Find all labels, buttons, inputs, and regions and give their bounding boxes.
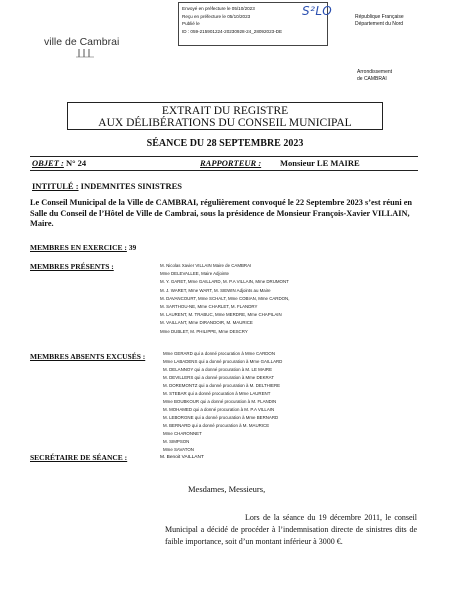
list-item: M. LEBORGNE qui a donné procuration à Mme BERNARD — [163, 415, 279, 420]
arrondissement — [357, 69, 392, 82]
rapporteur-value: Monsieur LE MAIRE — [280, 158, 360, 168]
list-item: M. VAILLANT, Mme DIRANDOIR, M. MAURICE — [160, 320, 253, 326]
objet-label: OBJET : — [32, 158, 64, 168]
list-item: M. BERNARD qui a donné procuration à M. MAURICE — [163, 423, 270, 428]
list-item: Mme LABADENS qui a donné procuration à Mme GAILLARD — [163, 359, 283, 364]
stamp-line: ID : 059-215901224-20230928-24_28092023-DE — [182, 28, 283, 34]
list-item: M. Nicolas Xavier VILLAIN Maire de CAMBRAI — [160, 263, 252, 268]
list-item: M. SARTHOU-NE, Mme CHARLET, M. FLANDRY — [160, 304, 258, 310]
list-item: M. LAURENT, M. TRABUC, Mme MERDRE, Mme CHAPILAIN — [160, 312, 282, 318]
objet-row — [30, 156, 418, 171]
list-item: Mme BOUBKOUR qui a donné procuration à M. FLANDIN — [163, 399, 277, 404]
list-item: Mme GERARD qui a donné procuration à Mme CARDON — [163, 351, 276, 356]
intitule-row — [32, 181, 182, 191]
title-line-2: AUX DÉLIBÉRATIONS DU CONSEIL MUNICIPAL — [98, 117, 352, 129]
absent-members-label: MEMBRES ABSENTS EXCUSÉS : — [30, 352, 146, 361]
list-item: Mme DELEVALLEE, Maire Adjointe — [160, 271, 229, 277]
objet-value: N° 24 — [66, 158, 87, 168]
salutation: Mesdames, Messieurs, — [188, 484, 266, 494]
republic-header — [355, 14, 404, 27]
members-in-office-label: MEMBRES EN EXERCICE : — [30, 243, 127, 252]
present-members-list — [160, 262, 289, 336]
absent-members-list — [163, 350, 282, 454]
members-in-office — [30, 243, 136, 252]
list-item: M. MOHAMED qui a donné procuration à M. P.A VILLAIN — [163, 407, 275, 412]
list-item: Mme SAVATON — [163, 447, 194, 452]
title-line-1: EXTRAIT DU REGISTRE — [161, 105, 289, 117]
stamp-line: Envoyé en préfecture le 05/10/2023 — [182, 6, 255, 11]
seance-date: SÉANCE DU 28 SEPTEMBRE 2023 — [146, 138, 304, 149]
list-item: M. DAVANCOURT, Mme SCHALT, Mme COBIAN, Mme CARDON, — [160, 295, 290, 301]
list-item: M. DELANNOY qui a donné procuration à M. LE MAIRE — [163, 367, 273, 372]
department-line: Département du Nord — [355, 20, 404, 27]
intitule-label: INTITULÉ : — [32, 181, 79, 191]
list-item: M. STEBAR qui a donné procuration à Mme LAURENT — [163, 391, 271, 396]
secretary-label: SECRÉTAIRE DE SÉANCE : — [30, 453, 128, 462]
arrondissement-line: Arrondissement — [357, 69, 393, 75]
document-title-box — [67, 102, 383, 130]
secretary-name: M. Benoit VAILLANT — [160, 455, 204, 460]
intro-paragraph: Le Conseil Municipal de la Ville de CAMBRAI, régulièrement convoqué le 22 Septembre 2023 s’est réuni en Salle du Conseil de l’Hôtel de Ville de Cambrai, sous la présidence de Monsieur François-Xavier VILLAIN, Maire. — [30, 198, 413, 228]
intitule-value: INDEMNITES SINISTRES — [80, 181, 182, 191]
list-item: M. SIMPSON — [163, 439, 190, 444]
rapporteur-label: RAPPORTEUR : — [200, 158, 262, 168]
list-item: Mme CHARONNET — [163, 431, 202, 436]
list-item: M. J. WARET, Mme WART, M. SIEWIN Adjoints au Maire — [160, 287, 271, 293]
city-logo-icon — [76, 48, 96, 58]
handwritten-signature: S²LO — [302, 4, 333, 18]
list-item: Mme DUBLET, M. PHILIPPE, Mme DESCRY — [160, 328, 248, 334]
city-logo-text: ville de Cambrai — [44, 36, 120, 48]
present-members-label: MEMBRES PRÉSENTS : — [30, 262, 114, 271]
body-paragraph: Lors de la séance du 19 décembre 2011, le conseil Municipal a décidé de procéder à l’indemnisation directe de sinistres dits de faible importance, soit d’un montant inférieur à 3000 €. — [165, 513, 417, 546]
members-in-office-count: 39 — [128, 243, 137, 252]
list-item: M. DEVILLERS qui a donné procuration à Mme DEKRAT — [163, 375, 274, 380]
stamp-line: Reçu en préfecture le 05/10/2023 — [182, 13, 251, 19]
arrondissement-line: de CAMBRAI — [357, 75, 387, 82]
list-item: M. DOREMONTZ qui a donné procuration à M. DELTHIERE — [163, 383, 281, 388]
list-item: M. Y. GARET, Mme GAILLARD, M. P.A VILLAIN, Mme DRUMONT — [160, 279, 289, 285]
stamp-line: Publié le — [182, 21, 200, 27]
republic-line: République Française — [355, 14, 404, 20]
